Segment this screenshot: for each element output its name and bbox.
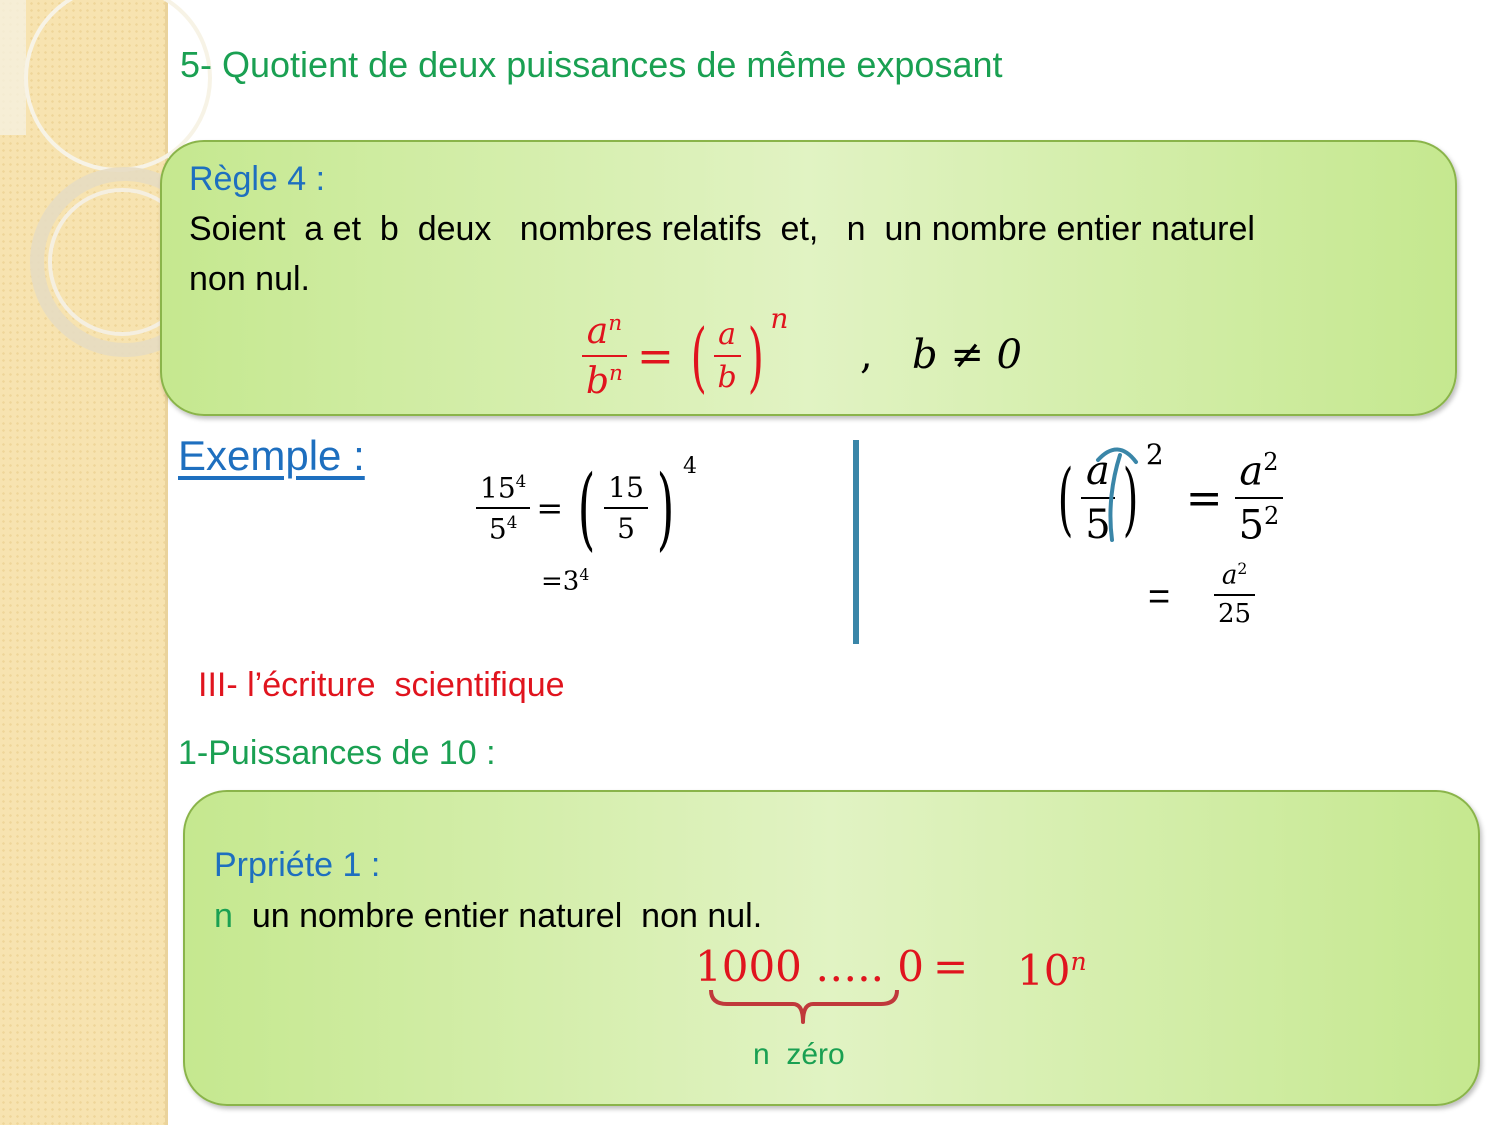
rule-text-line1: Soient a et b deux nombres relatifs et, n un nombre entier naturel: [189, 210, 1255, 248]
example-right-paren-open: (: [1057, 451, 1074, 545]
example-right-formula: [1050, 438, 1283, 558]
example-right-fraction: $\frac{a^2}{5^2}$: [1235, 448, 1284, 549]
property-formula-right: 10$^n$: [1017, 946, 1087, 995]
example-right-fraction2: $\frac{a^2}{25}$: [1214, 560, 1255, 629]
rule-box: [160, 140, 1457, 416]
underbrace-label: n zéro: [753, 1038, 845, 1071]
example-label: Exemple :: [178, 432, 365, 479]
handwritten-arrow: [1090, 440, 1150, 550]
example-left-paren-open: (: [577, 455, 596, 561]
example-right-equals2: =: [1148, 576, 1171, 618]
inner-fraction: $\frac{a}{b}$: [714, 317, 741, 395]
example-right-inner-fraction: $\frac{a}{5}$: [1081, 448, 1114, 548]
divider-line: [853, 440, 859, 644]
example-left-equals: =: [536, 489, 564, 527]
property-text: n un nombre entier naturel non nul.: [214, 897, 763, 935]
formula-fraction: $\frac{a^n}{b^n}$: [582, 310, 627, 402]
property-formula-left: 1000 ….. 0: [695, 942, 925, 991]
page-title: 5- Quotient de deux puissances de même exposant: [180, 44, 1003, 85]
formula-comma: ,: [860, 332, 873, 378]
property-heading: Prpriéte 1 :: [214, 846, 381, 884]
right-paren: ): [747, 311, 764, 401]
outer-exponent: n: [770, 302, 789, 335]
example-right-paren-close: ): [1122, 451, 1139, 545]
property-formula-equals: =: [933, 942, 969, 991]
example-left-formula: [476, 454, 697, 562]
property-box: [183, 790, 1480, 1106]
subsection-heading: 1-Puissances de 10 :: [178, 734, 496, 772]
rule-text-line2: non nul.: [189, 260, 310, 298]
section-heading: III- l’écriture scientifique: [198, 666, 565, 704]
example-left-inner-fraction: $\frac{15}{5}$: [604, 471, 648, 545]
rule-heading: Règle 4 :: [189, 160, 326, 198]
rule-formula: [582, 302, 789, 402]
example-left-outer-exp: 4: [683, 454, 698, 479]
formula-equals: =: [636, 330, 674, 382]
example-right-equals: =: [1185, 472, 1223, 524]
example-right-outer-exp: 2: [1145, 438, 1164, 471]
example-left-paren-close: ): [656, 455, 675, 561]
formula-condition: b ≠ 0: [912, 332, 1022, 378]
underbrace: [705, 988, 905, 1030]
example-left-fraction: $\frac{15^4}{5^4}$: [476, 471, 530, 545]
example-left-result: $=3^4$: [541, 566, 590, 597]
left-paren: (: [690, 311, 707, 401]
